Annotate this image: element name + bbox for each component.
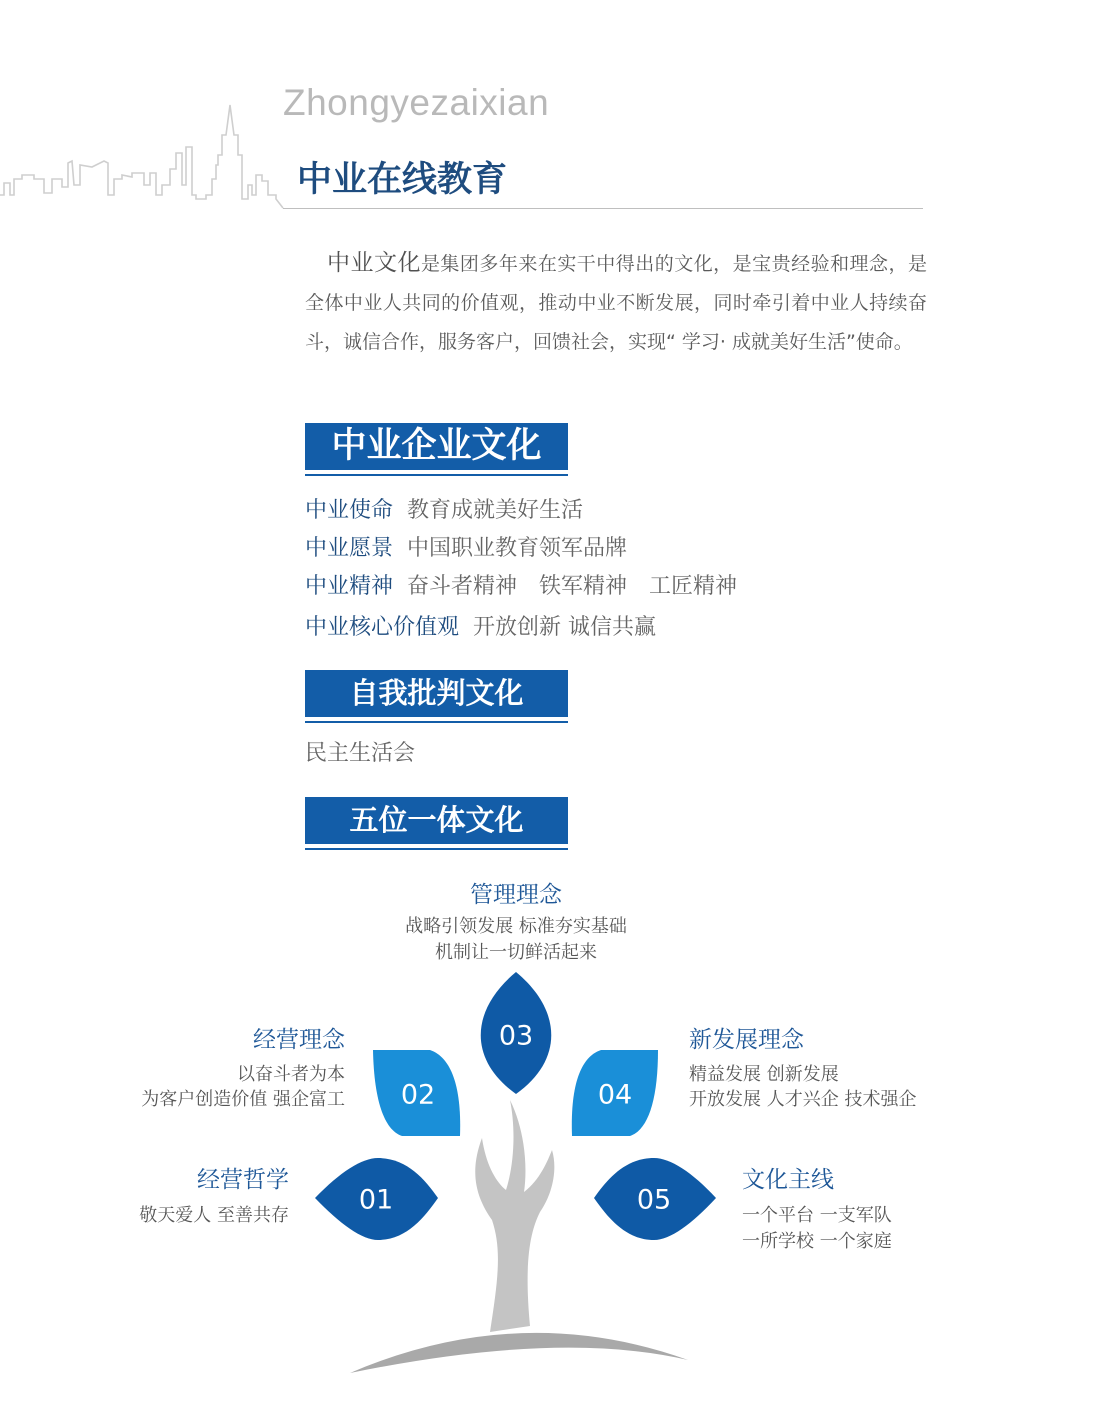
leaf-01-label: 01 — [358, 1184, 394, 1216]
development-concept-line-1: 精益发展 创新发展 — [689, 1064, 839, 1085]
development-concept-line-2: 开放发展 人才兴企 技术强企 — [689, 1089, 917, 1110]
business-philosophy-line-1: 敬天爱人 至善共存 — [139, 1205, 289, 1226]
self-critique-text: 民主生活会 — [305, 741, 416, 766]
culture-key: 中业精神 — [305, 574, 394, 599]
intro-paragraph — [305, 244, 927, 362]
section-heading-self-critique: 自我批判文化 — [305, 670, 568, 717]
management-concept-line-2: 机制让一切鲜活起来 — [435, 942, 597, 963]
operation-concept-line-1: 以奋斗者为本 — [237, 1064, 345, 1085]
management-concept-line-1: 战略引领发展 标准夯实基础 — [405, 916, 627, 937]
leaf-04-label: 04 — [597, 1079, 633, 1111]
leaf-02-label: 02 — [400, 1079, 436, 1111]
leaf-03-label: 03 — [498, 1020, 534, 1052]
header-divider — [283, 208, 923, 209]
page-title: 中业在线教育 — [297, 160, 508, 200]
development-concept-title: 新发展理念 — [689, 1027, 804, 1053]
culture-key: 中业核心价值观 — [305, 615, 460, 640]
section-heading-enterprise-culture: 中业企业文化 — [305, 423, 568, 470]
section-heading-five-in-one: 五位一体文化 — [305, 797, 568, 844]
intro-lead: 中业文化 — [327, 250, 421, 276]
ground-shape — [350, 1333, 688, 1373]
culture-mainline-line-1: 一个平台 一支军队 — [742, 1205, 892, 1226]
city-skyline-illustration — [0, 95, 300, 215]
culture-row-core-values — [305, 610, 656, 641]
culture-value: 奋斗者精神 铁军精神 工匠精神 — [407, 574, 738, 599]
culture-value: 开放创新 诚信共赢 — [473, 615, 657, 640]
culture-mainline-line-2: 一所学校 一个家庭 — [742, 1231, 892, 1252]
operation-concept-title: 经营理念 — [253, 1027, 345, 1053]
culture-row-vision — [305, 531, 627, 562]
culture-value: 中国职业教育领军品牌 — [407, 536, 628, 561]
culture-value: 教育成就美好生活 — [407, 498, 584, 523]
brand-pinyin: Zhongyezaixian — [283, 82, 550, 123]
culture-mainline-title: 文化主线 — [742, 1167, 834, 1193]
tree-trunk — [475, 1100, 554, 1332]
intro-text: 是集团多年来在实干中得出的文化，是宝贵经验和理念，是全体中业人共同的价值观，推动中业不断发展，同时牵引着中业人持续奋斗，诚信合作，服务客户，回馈社会，实现“ 学习· 成就美好生活”使命。 — [305, 253, 927, 353]
culture-key: 中业使命 — [305, 498, 394, 523]
operation-concept-line-2: 为客户创造价值 强企富工 — [141, 1089, 345, 1110]
culture-row-spirit — [305, 569, 737, 600]
management-concept-title: 管理理念 — [470, 882, 562, 908]
culture-key: 中业愿景 — [305, 536, 394, 561]
leaf-05-label: 05 — [636, 1184, 672, 1216]
culture-row-mission — [305, 493, 583, 524]
business-philosophy-title: 经营哲学 — [197, 1167, 289, 1193]
